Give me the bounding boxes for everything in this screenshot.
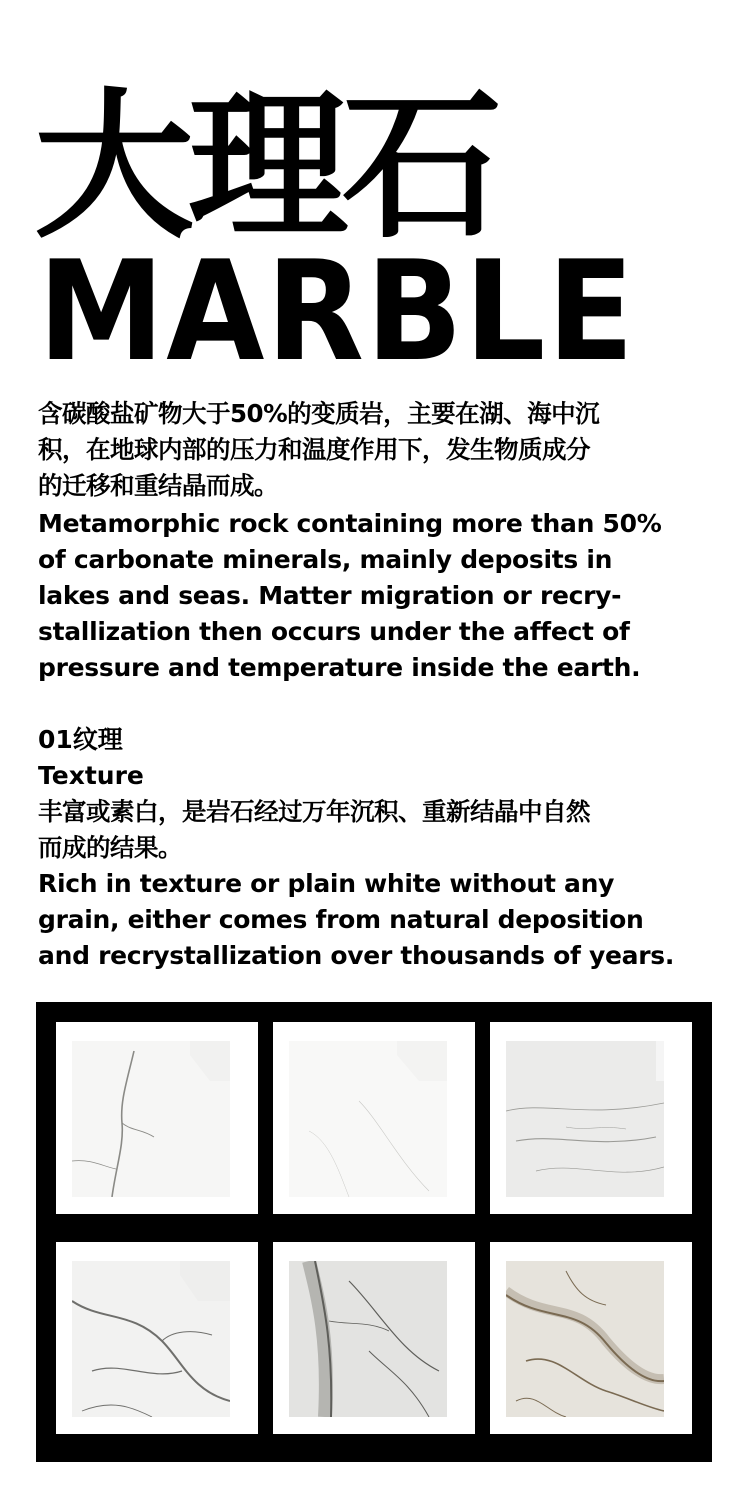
marble-swatch-image (506, 1261, 664, 1417)
swatch-cell (56, 1022, 258, 1214)
swatch-cell (56, 1242, 258, 1434)
swatch-cell (273, 1022, 475, 1214)
title-chinese: 大理石 (34, 73, 497, 260)
marble-swatch-svg (72, 1261, 230, 1417)
section-english-line: and recrystallization over thousands of years. (38, 941, 675, 970)
intro-english-line: stallization then occurs under the affect of (38, 617, 630, 646)
marble-swatch-svg (506, 1041, 664, 1197)
intro-english-line: Metamorphic rock containing more than 50% (38, 509, 662, 538)
section-english-line: grain, either comes from natural deposition (38, 905, 644, 934)
marble-swatch-image (506, 1041, 664, 1197)
swatch-cell (490, 1022, 692, 1214)
intro-chinese-line: 的迁移和重结晶而成。 (38, 471, 278, 500)
marble-swatch-svg (289, 1041, 447, 1197)
swatch-cell (273, 1242, 475, 1434)
intro-english-line: pressure and temperature inside the earth. (38, 653, 641, 682)
section-english-line: Rich in texture or plain white without any (38, 869, 615, 898)
marble-swatch-image (72, 1261, 230, 1417)
intro-chinese (38, 396, 718, 504)
section-english-heading: Texture (38, 761, 144, 790)
marble-swatch-image (289, 1261, 447, 1417)
section-number-label: 01纹理 (38, 725, 123, 754)
marble-swatch-image (289, 1041, 447, 1197)
section-english-body (38, 866, 718, 974)
intro-chinese-line: 含碳酸盐矿物大于50%的变质岩，主要在湖、海中沉 (38, 399, 600, 428)
section-chinese-line: 而成的结果。 (38, 833, 182, 862)
marble-swatch-svg (506, 1261, 664, 1417)
swatch-grid (36, 1002, 712, 1462)
marble-swatch-image (72, 1041, 230, 1197)
intro-english-line: of carbonate minerals, mainly deposits in (38, 545, 613, 574)
section-chinese-line: 丰富或素白，是岩石经过万年沉积、重新结晶中自然 (38, 797, 590, 826)
intro-chinese-line: 积，在地球内部的压力和温度作用下，发生物质成分 (38, 435, 590, 464)
marble-swatch-svg (289, 1261, 447, 1417)
intro-english-line: lakes and seas. Matter migration or recry- (38, 581, 622, 610)
intro-english (38, 506, 718, 686)
section-chinese-body (38, 794, 718, 866)
title-english: MARBLE (38, 231, 636, 392)
swatch-cell (490, 1242, 692, 1434)
marble-swatch-svg (72, 1041, 230, 1197)
